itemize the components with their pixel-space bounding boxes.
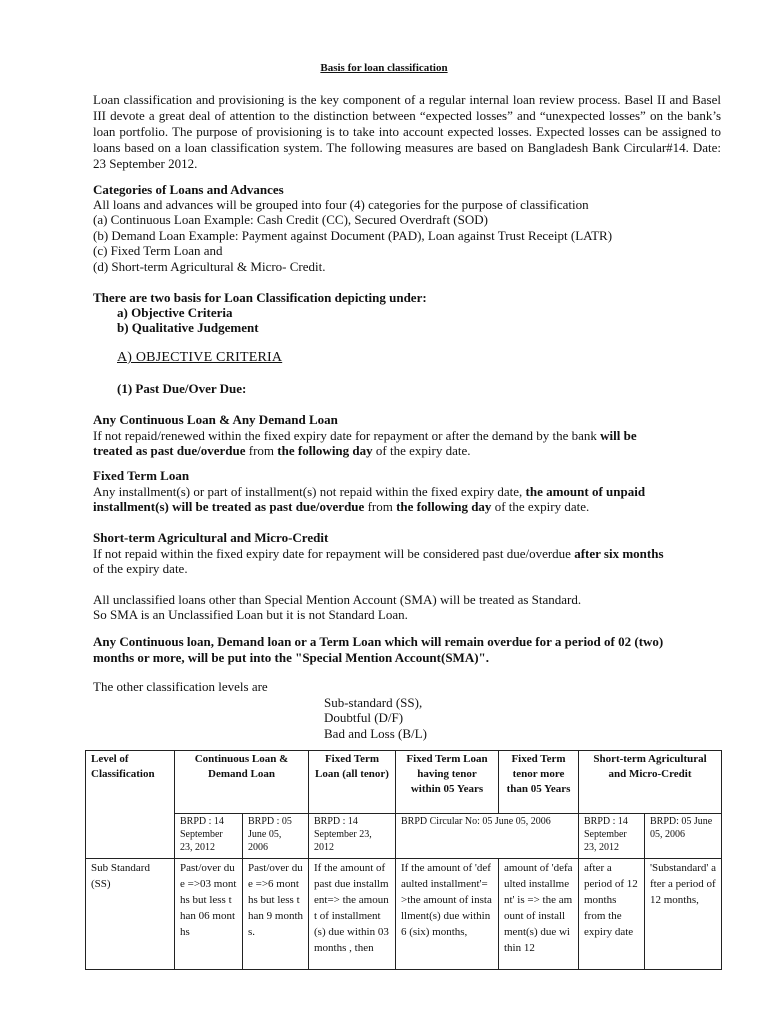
circular-cell: BRPD : 14 September 23, 2012 [175,814,243,859]
table-cell: 'Substandard' after a period of 12 months, [645,859,722,970]
table-cell: after a period of 12 months from the expiry date [579,859,645,970]
table-circular-row [86,814,722,859]
categories-line: (b) Demand Loan Example: Payment against Document (PAD), Loan against Trust Receipt (LATR) [93,228,613,243]
basis-heading: There are two basis for Loan Classification depicting under: [93,290,427,305]
classification-table [85,750,722,970]
intro-line: losses” on the bank’s loan portfolio. The purpose of provisioning is to take into account expected losses. [93,108,722,139]
short-term-text: If not repaid within the fixed expiry date for repayment will be considered past due/overdue after six months [93,546,664,561]
short-term-heading: Short-term Agricultural and Micro-Credit [93,530,329,545]
categories-line: (c) Fixed Term Loan and [93,243,223,258]
basis-item: a) Objective Criteria [117,305,233,320]
table-cell: Past/over due =>6 months but less than 9 months. [243,859,309,970]
classification-level: Doubtful (D/F) [324,710,404,725]
circular-cell: BRPD : 14 September 23, 2012 [579,814,645,859]
header-fixed-within: Fixed Term Loan having tenor within 05 Years [396,751,499,814]
table-cell: Past/over due =>03 months but less than 06 months [175,859,243,970]
table-cell: Sub Standard (SS) [86,859,175,970]
other-levels-intro: The other classification levels are [93,679,268,694]
sma-bold-line: months or more, will be put into the "Special Mention Account(SMA)". [93,650,490,665]
classification-level: Sub-standard (SS), [324,695,423,710]
fixed-term-text: Any installment(s) or part of installment(s) not repaid within the fixed expiry date, the amount of unpaid [93,484,646,499]
categories-line: (a) Continuous Loan Example: Cash Credit (CC), Secured Overdraft (SOD) [93,212,488,227]
table-cell: If the amount of 'defaulted installment'=>the amount of installment(s) due within 6 (six) months, [396,859,499,970]
table-cell: If the amount of past due installment=> the amount of installment(s) due within 03 months , then [309,859,396,970]
intro-line: Loan classification and provisioning is the key component of a regular internal loan review process. Basel II [93,92,666,107]
categories-line: All loans and advances will be grouped into four (4) categories for the purpose of classification [93,197,589,212]
categories-heading: Categories of Loans and Advances [93,182,284,197]
objective-criteria-heading: A) OBJECTIVE CRITERIA [117,350,283,365]
sma-line: All unclassified loans other than Special Mention Account (SMA) will be treated as Standard. [93,592,582,607]
intro-paragraph [93,92,721,172]
header-fixed-all: Fixed Term Loan (all tenor) [309,751,396,814]
basis-item: b) Qualitative Judgement [117,320,259,335]
classification-level: Bad and Loss (B/L) [324,726,427,741]
circular-cell: BRPD : 05 June 05, 2006 [243,814,309,859]
continuous-loan-text: If not repaid/renewed within the fixed expiry date for repayment or after the demand by the bank will be [93,428,637,443]
fixed-term-text: installment(s) will be treated as past due/overdue from the following day of the expiry date. [93,499,590,514]
circular-cell: BRPD : 14 September 23, 2012 [309,814,396,859]
circular-cell: BRPD: 05 June 05, 2006 [645,814,722,859]
table-header-row [86,751,722,814]
intro-line: based on Bangladesh Bank Circular#14. Date: 23 September 2012. [93,140,721,171]
continuous-loan-heading: Any Continuous Loan & Any Demand Loan [93,412,338,427]
sma-bold-line: Any Continuous loan, Demand loan or a Term Loan which will remain overdue for a period of 02 (two) [93,634,664,649]
past-due-heading: (1) Past Due/Over Due: [117,381,247,396]
table-row [86,859,722,970]
header-short-term: Short-term Agricultural and Micro-Credit [579,751,722,814]
sma-line: So SMA is an Unclassified Loan but it is not Standard Loan. [93,607,408,622]
header-fixed-more: Fixed Term tenor more than 05 Years [499,751,579,814]
header-level: Level of Classification [86,751,175,859]
categories-line: (d) Short-term Agricultural & Micro- Credit. [93,259,326,274]
circular-cell: BRPD Circular No: 05 June 05, 2006 [396,814,579,859]
intro-line: and Basel III devote a great deal of attention to the distinction between “expected losses” and “unexpected [93,92,721,123]
intro-line: Expected losses can be assigned to loans based on a loan classification system. The following measures are [93,124,721,155]
short-term-text: of the expiry date. [93,561,188,576]
fixed-term-heading: Fixed Term Loan [93,468,190,483]
header-continuous-demand: Continuous Loan & Demand Loan [175,751,309,814]
continuous-loan-text: treated as past due/overdue from the following day of the expiry date. [93,443,471,458]
table-cell: amount of 'defaulted installment' is => the amount of installment(s) due within 12 [499,859,579,970]
page-title: Basis for loan classification [320,62,448,74]
